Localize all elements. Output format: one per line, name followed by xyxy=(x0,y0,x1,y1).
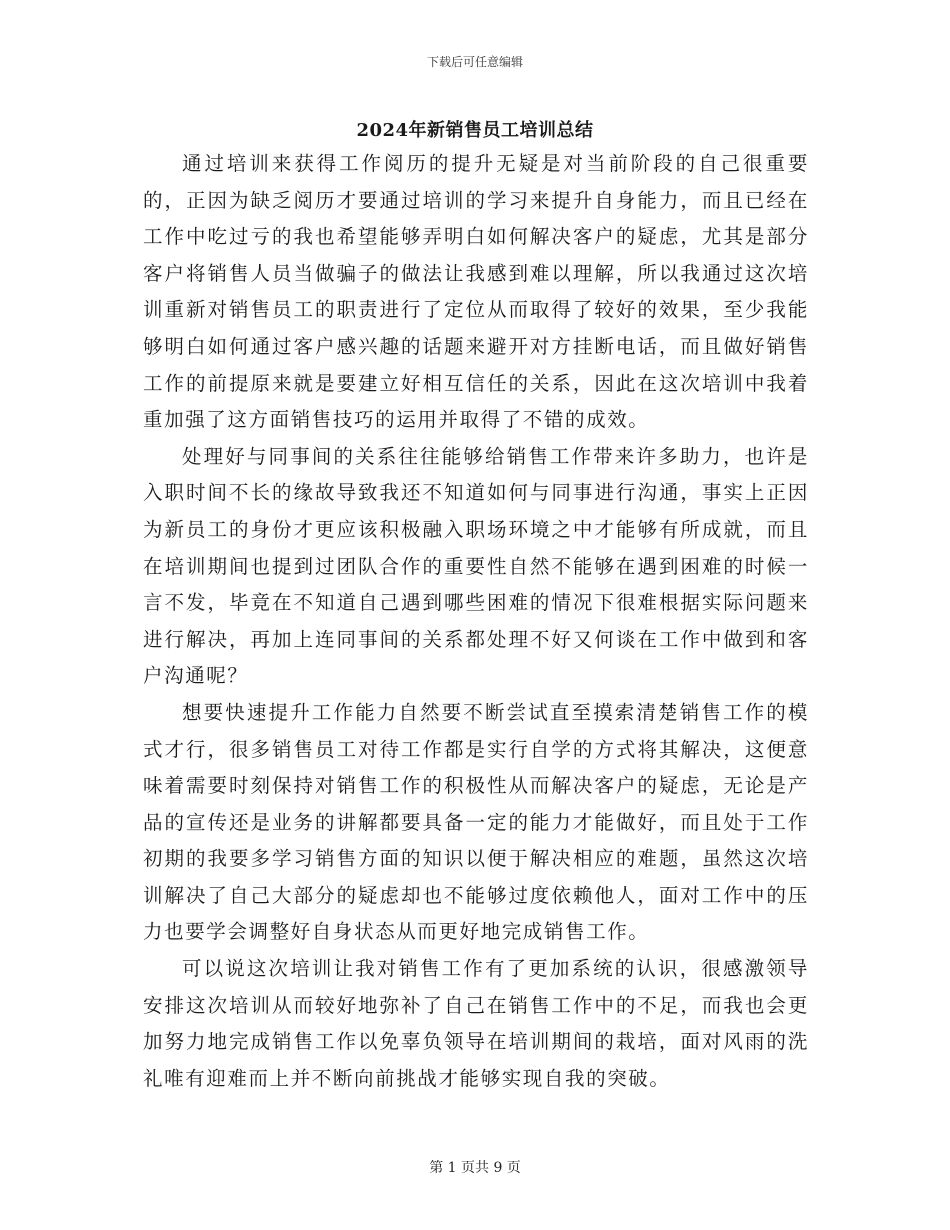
paragraph: 可以说这次培训让我对销售工作有了更加系统的认识，很感激领导安排这次培训从而较好地弥补了自己在销售工作中的不足，而我也会更加努力地完成销售工作以免辜负领导在培训期间的栽培，面对风雨的洗礼唯有迎难而上并不断向前挑战才能够实现自我的突破。 xyxy=(143,957,809,1090)
paragraph: 想要快速提升工作能力自然要不断尝试直至摸索清楚销售工作的模式才行，很多销售员工对待工作都是实行自学的方式将其解决，这便意味着需要时刻保持对销售工作的积极性从而解决客户的疑虑，无论是产品的宣传还是业务的讲解都要具备一定的能力才能做好，而且处于工作初期的我要多学习销售方面的知识以便于解决相应的难题，虽然这次培训解决了自己大部分的疑虑却也不能够过度依赖他人，面对工作中的压力也要学会调整好自身状态从而更好地完成销售工作。 xyxy=(143,700,809,944)
document-title: 2024年新销售员工培训总结 xyxy=(356,120,594,141)
page-number: 第 1 页共 9 页 xyxy=(429,1160,521,1176)
paragraph: 处理好与同事间的关系往往能够给销售工作带来许多助力，也许是入职时间不长的缘故导致我还不知道如何与同事进行沟通，事实上正因为新员工的身份才更应该积极融入职场环境之中才能够有所成就，而且在培训期间也提到过团队合作的重要性自然不能够在遇到困难的时候一言不发，毕竟在不知道自己遇到哪些困难的情况下很难根据实际问题来进行解决，再加上连同事间的关系都处理不好又何谈在工作中做到和客户沟通呢？ xyxy=(143,444,809,688)
header-note: 下载后可任意编辑 xyxy=(426,55,523,69)
paragraph: 通过培训来获得工作阅历的提升无疑是对当前阶段的自己很重要的，正因为缺乏阅历才要通过培训的学习来提升自身能力，而且已经在工作中吃过亏的我也希望能够弄明白如何解决客户的疑虑，尤其是部分客户将销售人员当做骗子的做法让我感到难以理解，所以我通过这次培训重新对销售员工的职责进行了定位从而取得了较好的效果，至少我能够明白如何通过客户感兴趣的话题来避开对方挂断电话，而且做好销售工作的前提原来就是要建立好相互信任的关系，因此在这次培训中我着重加强了这方面销售技巧的运用并取得了不错的成效。 xyxy=(143,152,809,432)
document-body xyxy=(143,146,809,1097)
